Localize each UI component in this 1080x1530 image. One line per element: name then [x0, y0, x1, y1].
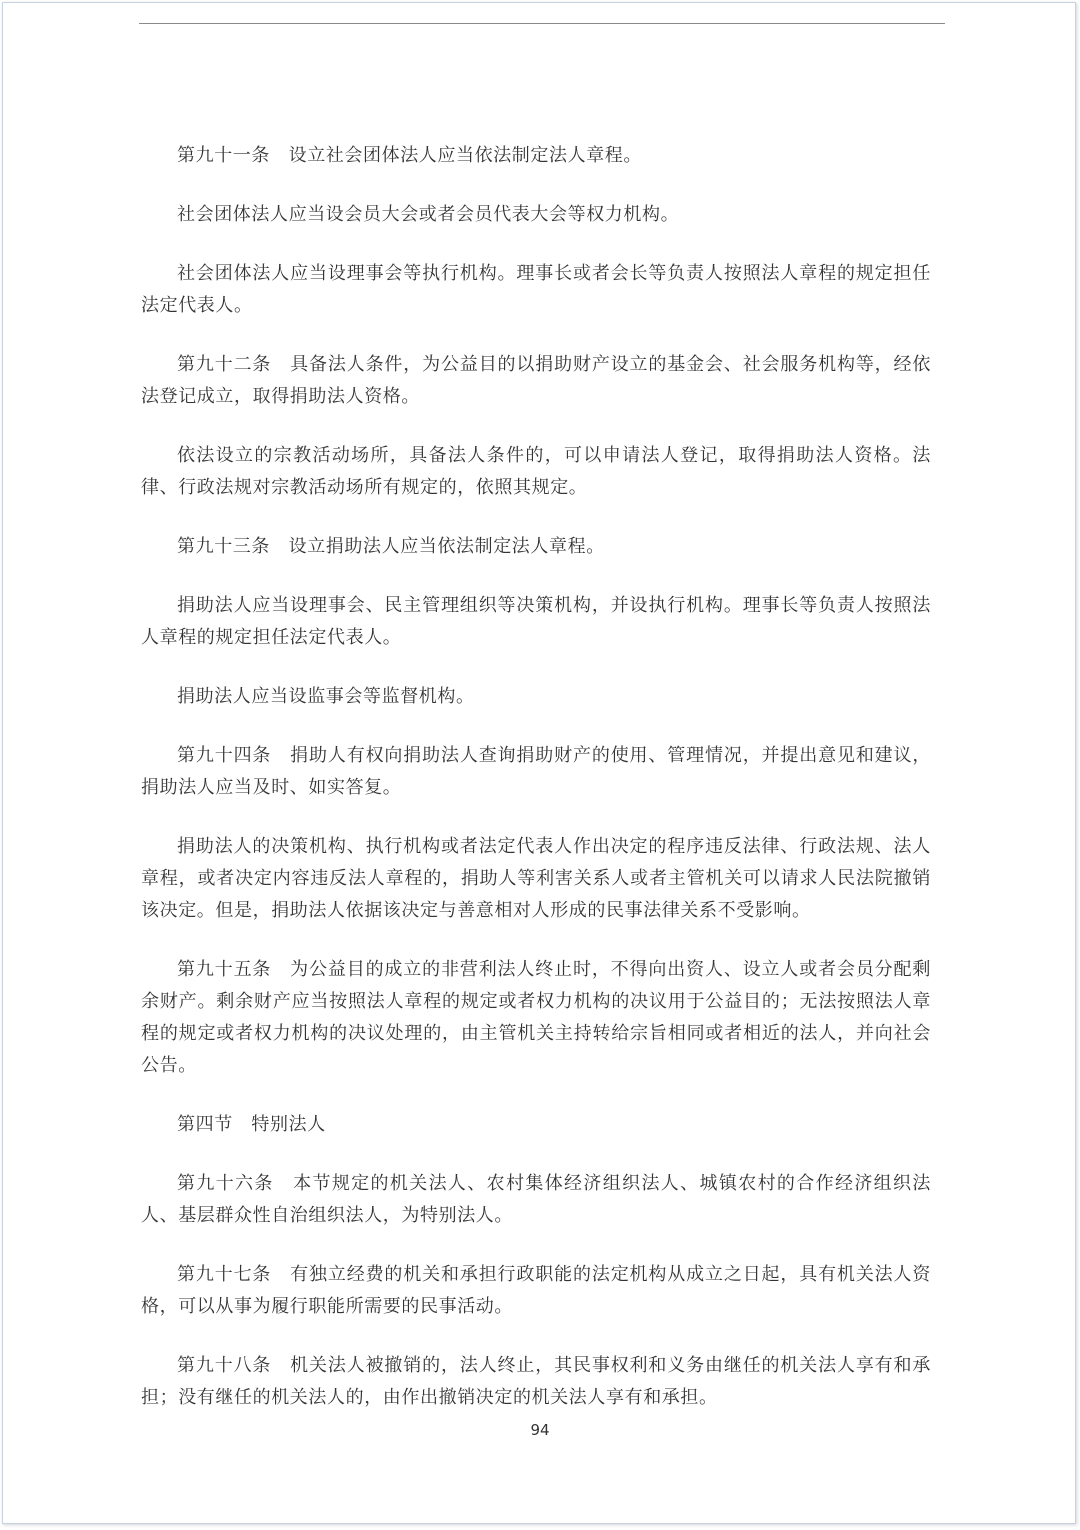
article-95: 第九十五条 为公益目的成立的非营利法人终止时，不得向出资人、设立人或者会员分配剩余财产。剩余财产应当按照法人章程的规定或者权力机构的决议用于公益目的；无法按照法人章程的规定或者权力机构的决议处理的，由主管机关主持转给宗旨相同或者相近的法人，并向社会公告。 [141, 959, 931, 1076]
page-number: 94 [530, 1421, 550, 1439]
article-91-para-2: 社会团体法人应当设会员大会或者会员代表大会等权力机构。 [177, 204, 680, 225]
article-91: 第九十一条 设立社会团体法人应当依法制定法人章程。 [177, 145, 642, 166]
article-93-para-3: 捐助法人应当设监事会等监督机构。 [177, 686, 475, 707]
document-page [2, 2, 1076, 1524]
article-94-para-2: 捐助法人的决策机构、执行机构或者法定代表人作出决定的程序违反法律、行政法规、法人章程，或者决定内容违反法人章程的，捐助人等利害关系人或者主管机关可以请求人民法院撤销该决定。但是，捐助法人依据该决定与善意相对人形成的民事法律关系不受影响。 [141, 836, 931, 921]
document-body [141, 140, 931, 1441]
article-96: 第九十六条 本节规定的机关法人、农村集体经济组织法人、城镇农村的合作经济组织法人、基层群众性自治组织法人，为特别法人。 [141, 1173, 931, 1226]
article-98: 第九十八条 机关法人被撤销的，法人终止，其民事权利和义务由继任的机关法人享有和承担；没有继任的机关法人的，由作出撤销决定的机关法人享有和承担。 [141, 1355, 931, 1408]
section-heading-4: 第四节 特别法人 [177, 1114, 326, 1135]
header-rule [139, 23, 945, 24]
article-91-para-3: 社会团体法人应当设理事会等执行机构。理事长或者会长等负责人按照法人章程的规定担任法定代表人。 [141, 263, 931, 316]
article-97: 第九十七条 有独立经费的机关和承担行政职能的法定机构从成立之日起，具有机关法人资格，可以从事为履行职能所需要的民事活动。 [141, 1264, 931, 1317]
article-92-para-2: 依法设立的宗教活动场所，具备法人条件的，可以申请法人登记，取得捐助法人资格。法律、行政法规对宗教活动场所有规定的，依照其规定。 [141, 445, 931, 498]
article-93: 第九十三条 设立捐助法人应当依法制定法人章程。 [177, 536, 605, 557]
article-92: 第九十二条 具备法人条件，为公益目的以捐助财产设立的基金会、社会服务机构等，经依法登记成立，取得捐助法人资格。 [141, 354, 931, 407]
article-93-para-2: 捐助法人应当设理事会、民主管理组织等决策机构，并设执行机构。理事长等负责人按照法人章程的规定担任法定代表人。 [141, 595, 931, 648]
article-94: 第九十四条 捐助人有权向捐助法人查询捐助财产的使用、管理情况，并提出意见和建议，捐助法人应当及时、如实答复。 [141, 745, 931, 798]
